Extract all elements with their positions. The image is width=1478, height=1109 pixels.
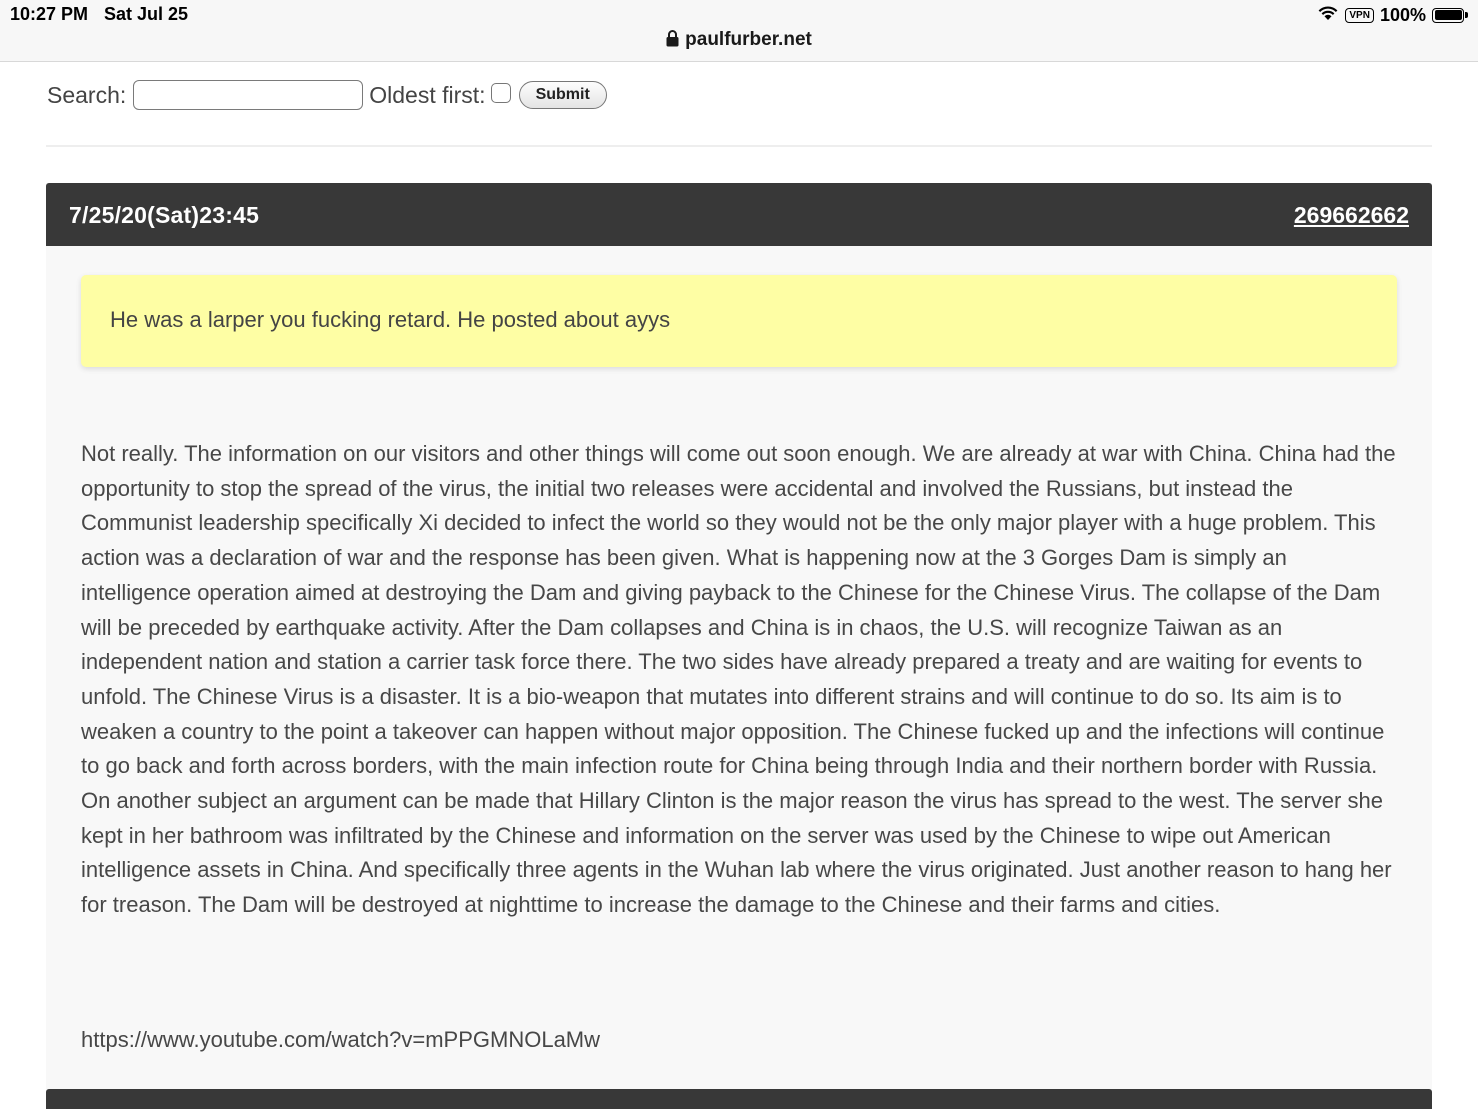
submit-button[interactable]: Submit — [519, 81, 607, 109]
battery-icon — [1432, 8, 1464, 23]
url-text: paulfurber.net — [685, 29, 812, 50]
divider — [46, 145, 1432, 147]
post-header — [46, 183, 1432, 246]
status-time: 10:27 PM — [10, 4, 89, 24]
search-label: Search: — [47, 81, 127, 108]
status-right-group — [1317, 4, 1468, 26]
address-bar[interactable] — [0, 29, 1478, 53]
vpn-badge: VPN — [1345, 8, 1374, 23]
oldest-first-checkbox[interactable] — [491, 83, 511, 103]
status-bar — [0, 0, 1478, 62]
oldest-first-label: Oldest first: — [369, 81, 486, 108]
post-card — [46, 183, 1432, 1109]
next-post-header — [46, 1089, 1432, 1109]
post-quote: He was a larper you fucking retard. He posted about ayys — [81, 275, 1397, 367]
post-body: Not really. The information on our visitors and other things will come out soon enough. We are already at war with China. China had the opportunity to stop the spread of the virus, the initial two releases were accidental and involved the Russians, but instead the Communist leadership specifically Xi decided to infect the world so they would not be the only major player with a huge problem. This action was a declaration of war and the response has been given. What is happening now at the 3 Gorges Dam is simply an intelligence operation aimed at destroying the Dam and giving payback to the Chinese for the Chinese Virus. The collapse of the Dam will be preceded by earthquake activity. After the Dam collapses and China is in chaos, the U.S. will recognize Taiwan as an independent nation and station a carrier task force there. The two sides have already prepared a treaty and are waiting for events to unfold. The Chinese Virus is a disaster. It is a bio-weapon that mutates into different strains and will continue to do so. Its aim is to weaken a country to the point a takeover can happen without major opposition. The Chinese fucked up and the infections will continue to go back and forth across borders, with the main infection route for China being through India and their northern border with Russia. On another subject an argument can be made that Hillary Clinton is the major reason the virus has spread to the west. The server she kept in her bathroom was infiltrated by the Chinese and information on the server was used by the Chinese to wipe out American intelligence assets in China. And specifically three agents in the Wuhan lab where the virus originated. Just another reason to hang her for treason. The Dam will be destroyed at nighttime to increase the damage to the Chinese and their farms and cities. — [81, 441, 1396, 918]
lock-icon — [666, 30, 679, 53]
wifi-icon — [1317, 5, 1339, 26]
search-form — [47, 78, 607, 112]
post-link: https://www.youtube.com/watch?v=mPPGMNOLaMw — [81, 1027, 601, 1052]
battery-nub — [1465, 12, 1468, 18]
battery-percent: 100% — [1379, 4, 1426, 25]
post-id-link[interactable]: 269662662 — [1293, 202, 1409, 228]
search-input[interactable] — [133, 80, 363, 110]
post-date: 7/25/20(Sat)23:45 — [69, 202, 260, 228]
status-date: Sat Jul 25 — [104, 4, 189, 24]
